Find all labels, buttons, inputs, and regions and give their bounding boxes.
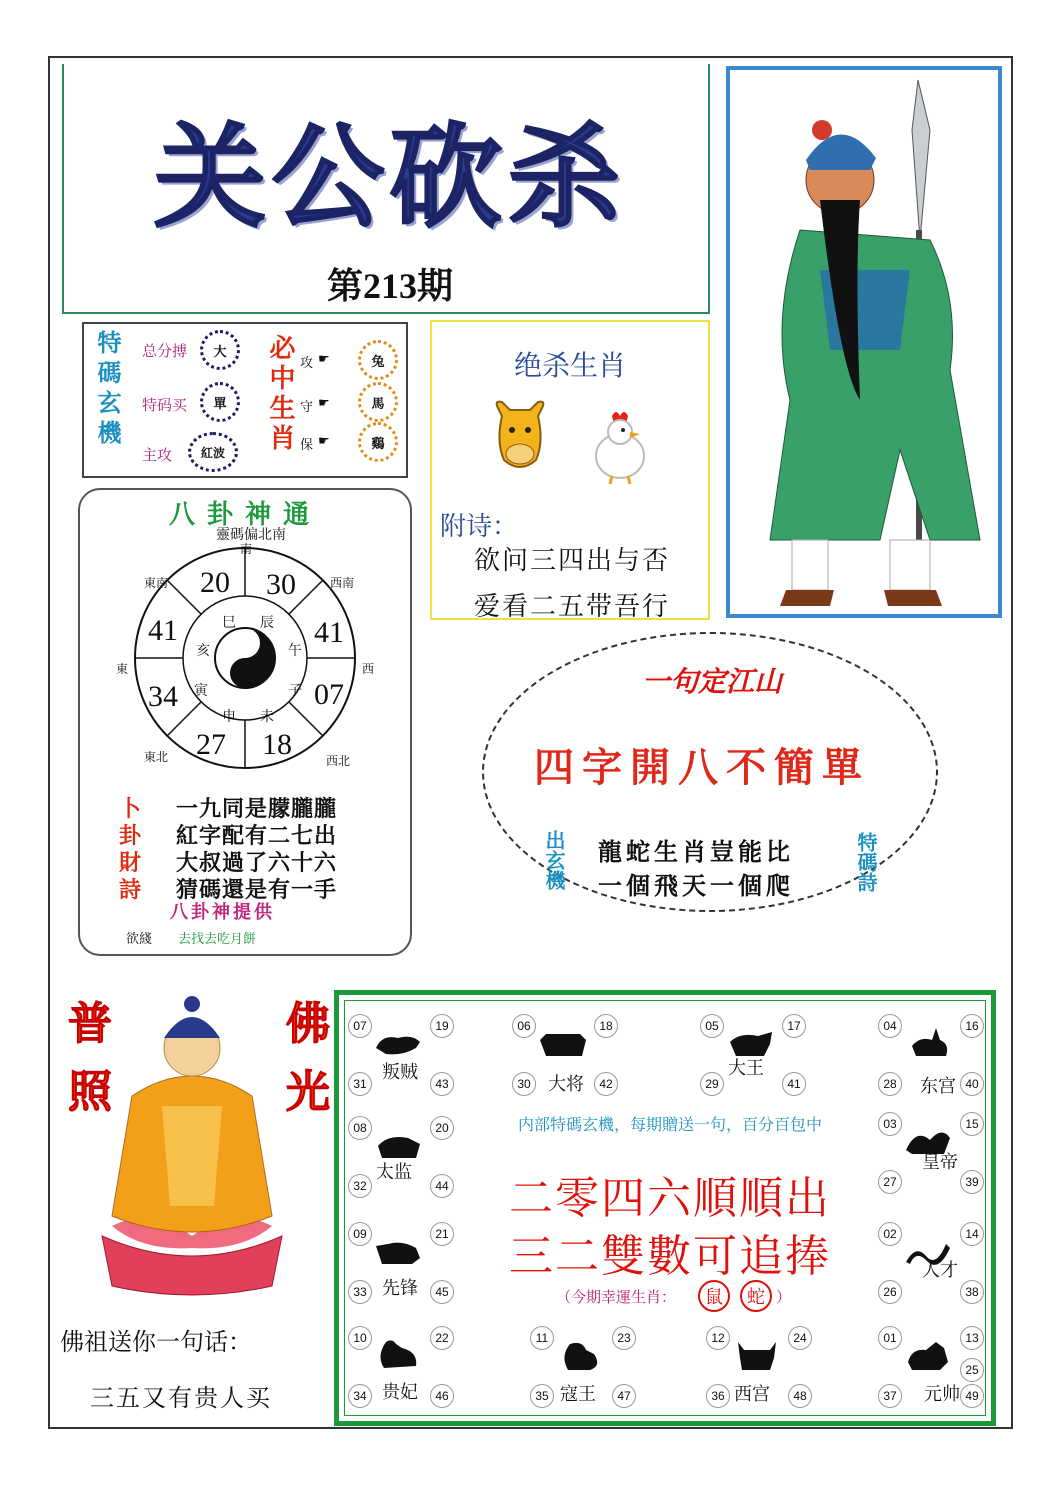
earthly-branch: 子 — [288, 683, 302, 699]
divination-label-char: 卦 — [118, 823, 141, 849]
zodiac-number: 26 — [878, 1280, 902, 1304]
action-badge: 鷄 — [358, 422, 398, 462]
guan-gong-portrait — [726, 66, 1002, 618]
buddha-saying-intro: 佛祖送你一句话： — [60, 1328, 252, 1356]
action-label: 守 — [300, 400, 314, 415]
zodiac-number: 37 — [878, 1384, 902, 1408]
zodiac-number: 03 — [878, 1112, 902, 1136]
zodiac-headline-2: 三二雙數可追捧 — [509, 1231, 831, 1282]
zodiac-number: 48 — [788, 1384, 812, 1408]
code-row-label: 主攻 — [142, 446, 173, 464]
divination-label-char: 財 — [118, 850, 141, 876]
zodiac-notice: 内部特碼玄機，每期贈送一句，百分百包中 — [517, 1115, 822, 1134]
zodiac-number: 31 — [348, 1072, 372, 1096]
zodiac-number: 12 — [706, 1326, 730, 1350]
kill-poem-line: 欲问三四出与否 — [474, 546, 671, 576]
zodiac-number: 49 — [960, 1384, 984, 1408]
zodiac-number: 10 — [348, 1326, 372, 1350]
zodiac-number: 39 — [960, 1170, 984, 1194]
zodiac-role-name: 大将 — [548, 1074, 584, 1095]
monkey-icon — [554, 1338, 606, 1372]
bagua-number: 34 — [148, 680, 178, 713]
zodiac-number: 21 — [430, 1222, 454, 1246]
horse-icon — [902, 1338, 954, 1372]
ox-icon — [492, 398, 548, 478]
bagua-number: 41 — [314, 616, 344, 649]
bagua-number: 41 — [148, 614, 178, 647]
zodiac-number: 23 — [612, 1326, 636, 1350]
code-badge: 紅波 — [188, 432, 238, 472]
zodiac-role-name: 贵妃 — [382, 1382, 418, 1403]
zodiac-role-name: 寇王 — [560, 1384, 596, 1405]
action-badge: 馬 — [358, 382, 398, 422]
divination-poem-line: 一九同是朦朧朧 — [176, 796, 338, 822]
bagua-footer-text: 去找去吃月餅 — [178, 932, 257, 947]
action-label: 攻 — [300, 356, 314, 371]
pig-icon — [372, 1128, 424, 1162]
bagua-number: 18 — [262, 728, 292, 761]
zodiac-number: 08 — [348, 1116, 372, 1140]
earthly-branch: 申 — [222, 709, 236, 725]
zodiac-number: 16 — [960, 1014, 984, 1038]
rabbit-icon — [902, 1026, 954, 1060]
direction-label: 西北 — [326, 754, 351, 768]
buddha-figure-icon — [92, 986, 292, 1300]
zodiac-number: 28 — [878, 1072, 902, 1096]
bagua-number: 30 — [266, 568, 296, 601]
zodiac-number: 36 — [706, 1384, 730, 1408]
zodiac-number: 34 — [348, 1384, 372, 1408]
zodiac-number: 29 — [700, 1072, 724, 1096]
bagua-footer-label: 欲綫 — [126, 932, 153, 947]
zodiac-role-name: 人才 — [922, 1260, 958, 1281]
oval-main: 四字開八不簡單 — [534, 744, 870, 791]
oval-left-label: 出玄機 — [542, 830, 566, 890]
divination-poem-label — [112, 796, 148, 904]
earthly-branch: 午 — [288, 643, 302, 659]
bagua-number: 20 — [200, 566, 230, 599]
must-hit-label: 必中生肖 — [265, 334, 295, 454]
buddha-right-label: 佛光 — [278, 1000, 329, 1136]
direction-label: 東南 — [144, 576, 169, 590]
earthly-branch: 亥 — [196, 643, 210, 659]
divination-poem-line: 猜碼還是有一手 — [176, 877, 338, 903]
bagua-subtitle: 靈碼偏北南 — [216, 527, 286, 543]
oval-right-label: 特碼詩 — [854, 832, 878, 892]
zodiac-number: 11 — [530, 1326, 554, 1350]
action-label: 保 — [300, 438, 314, 453]
zodiac-number: 27 — [878, 1170, 902, 1194]
bagua-title: 八卦神通 — [168, 500, 321, 530]
zodiac-number: 18 — [594, 1014, 618, 1038]
zodiac-headline-1: 二零四六順順出 — [509, 1173, 831, 1224]
zodiac-number: 20 — [430, 1116, 454, 1140]
zodiac-number: 44 — [430, 1174, 454, 1198]
lucky-zodiac-badge: 蛇 — [740, 1280, 772, 1312]
direction-label: 南 — [240, 542, 253, 556]
code-row-label: 特码买 — [142, 396, 188, 414]
zodiac-number: 25 — [960, 1358, 984, 1382]
zodiac-number: 24 — [788, 1326, 812, 1350]
direction-label: 東 — [116, 662, 129, 676]
zodiac-number: 13 — [960, 1326, 984, 1350]
zodiac-role-name: 叛贼 — [382, 1062, 418, 1083]
special-code-label: 特碼玄機 — [93, 330, 122, 450]
direction-label: 西南 — [330, 576, 355, 590]
zodiac-number: 30 — [512, 1072, 536, 1096]
bagua-number: 27 — [196, 728, 226, 761]
zodiac-number: 47 — [612, 1384, 636, 1408]
zodiac-role-name: 大王 — [728, 1058, 764, 1079]
oval-headline: 一句定江山 — [641, 665, 782, 698]
ox-icon — [536, 1026, 588, 1060]
lucky-zodiac-label: （今期幸運生肖： — [556, 1288, 677, 1306]
zodiac-number: 01 — [878, 1326, 902, 1350]
zodiac-number: 35 — [530, 1384, 554, 1408]
divination-label-char: 卜 — [118, 796, 141, 822]
divination-poem-line: 大叔過了六十六 — [176, 850, 338, 876]
goat-icon — [730, 1338, 782, 1372]
divination-poem-line: 紅字配有二七出 — [176, 823, 338, 849]
zodiac-number: 04 — [878, 1014, 902, 1038]
zodiac-number: 43 — [430, 1072, 454, 1096]
kill-poem-line: 爱看二五带吾行 — [474, 592, 671, 622]
zodiac-number: 38 — [960, 1280, 984, 1304]
bagua-provider: 八卦神提供 — [170, 902, 275, 923]
earthly-branch: 巳 — [222, 615, 236, 631]
rat-icon — [372, 1026, 424, 1060]
buddha-saying: 三五又有贵人买 — [90, 1384, 272, 1412]
zodiac-role-name: 先锋 — [382, 1278, 418, 1299]
rooster-icon — [372, 1338, 424, 1372]
zodiac-number: 41 — [782, 1072, 806, 1096]
zodiac-number: 05 — [700, 1014, 724, 1038]
zodiac-number: 45 — [430, 1280, 454, 1304]
oval-line: 一個飛天一個爬 — [598, 871, 794, 900]
zodiac-number: 14 — [960, 1222, 984, 1246]
divination-label-char: 詩 — [118, 877, 141, 903]
zodiac-number: 07 — [348, 1014, 372, 1038]
zodiac-number: 06 — [512, 1014, 536, 1038]
zodiac-role-name: 元帅 — [924, 1384, 960, 1405]
lucky-zodiac-badge: 鼠 — [698, 1280, 730, 1312]
code-badge: 大 — [200, 330, 240, 370]
earthly-branch: 辰 — [260, 615, 274, 631]
oval-line: 龍蛇生肖豈能比 — [598, 837, 794, 866]
zodiac-role-name: 皇帝 — [922, 1152, 958, 1173]
zodiac-number: 15 — [960, 1112, 984, 1136]
zodiac-number: 40 — [960, 1072, 984, 1096]
yin-yang-icon — [215, 628, 275, 688]
rooster-icon — [590, 408, 650, 488]
zodiac-role-name: 西宫 — [734, 1384, 770, 1405]
bagua-number: 07 — [314, 678, 344, 711]
zodiac-number: 17 — [782, 1014, 806, 1038]
zodiac-number: 09 — [348, 1222, 372, 1246]
zodiac-role-name: 太监 — [376, 1162, 412, 1183]
zodiac-number: 46 — [430, 1384, 454, 1408]
lucky-zodiac-close: ） — [776, 1288, 792, 1306]
zodiac-number: 42 — [594, 1072, 618, 1096]
divination-poem — [176, 796, 337, 904]
zodiac-role-name: 东宫 — [920, 1076, 956, 1097]
earthly-branch: 寅 — [194, 683, 208, 699]
dog-icon — [372, 1234, 424, 1268]
guan-gong-figure-icon — [730, 70, 998, 614]
kill-poem-label: 附诗： — [440, 512, 519, 542]
code-badge: 單 — [200, 382, 240, 422]
code-row-label: 总分搏 — [142, 342, 188, 360]
zodiac-number: 32 — [348, 1174, 372, 1198]
buddha-left-label: 普照 — [60, 1000, 111, 1136]
page-title: 关公砍杀 — [154, 112, 626, 243]
direction-label: 西 — [362, 662, 375, 676]
bagua-wheel — [108, 534, 378, 774]
issue-number: 第213期 — [326, 266, 453, 306]
action-badge: 兔 — [358, 340, 398, 380]
direction-label: 東北 — [144, 750, 169, 764]
pointing-hand-icon: ☛ — [318, 434, 330, 449]
pointing-hand-icon: ☛ — [318, 352, 330, 367]
zodiac-number: 02 — [878, 1222, 902, 1246]
pointing-hand-icon: ☛ — [318, 396, 330, 411]
kill-title: 绝杀生肖 — [513, 349, 626, 382]
zodiac-number: 19 — [430, 1014, 454, 1038]
zodiac-number: 33 — [348, 1280, 372, 1304]
zodiac-number: 22 — [430, 1326, 454, 1350]
earthly-branch: 未 — [260, 709, 274, 725]
